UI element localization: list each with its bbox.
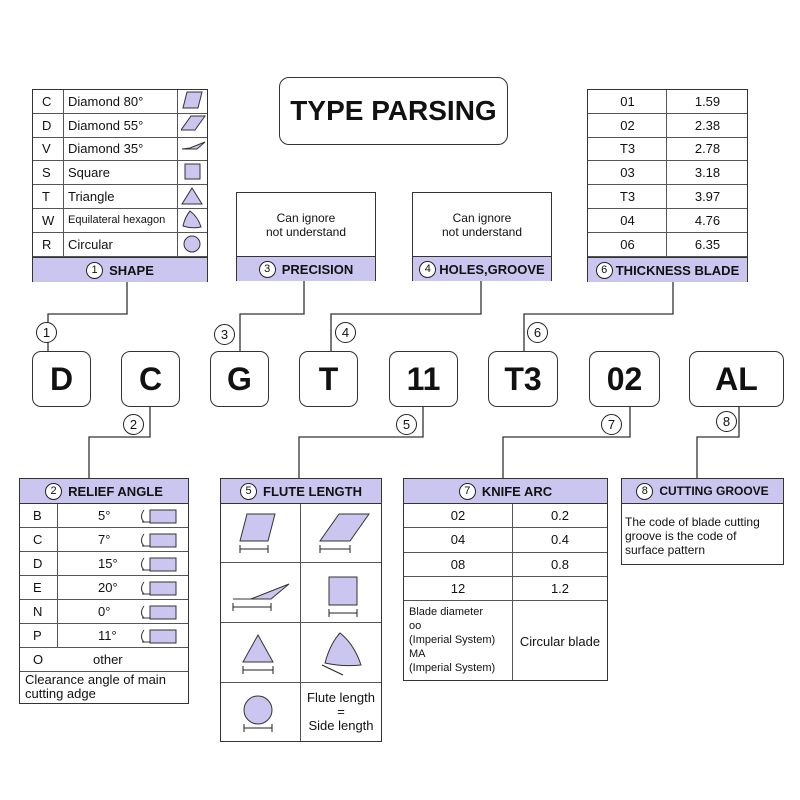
thickness-code: 01 xyxy=(620,93,635,109)
code-box-relief: C xyxy=(121,351,180,407)
marker-6-main: 6 xyxy=(527,322,548,343)
knife-code: 12 xyxy=(450,581,466,597)
relief-value: other xyxy=(93,652,123,667)
relief-angle-icon xyxy=(138,624,178,647)
marker-5: 5 xyxy=(240,483,257,500)
shape-row xyxy=(33,138,207,162)
shape-name: Triangle xyxy=(68,189,115,205)
flute-triangle-icon xyxy=(243,635,273,662)
relief-code: B xyxy=(33,508,42,523)
shape-row xyxy=(33,90,207,114)
relief-code: E xyxy=(33,580,42,595)
square-icon xyxy=(181,161,206,184)
knife-row xyxy=(404,528,607,552)
trigon-icon xyxy=(181,209,206,232)
thickness-value: 1.59 xyxy=(694,93,721,109)
knife-header-label: KNIFE ARC xyxy=(481,483,553,499)
shape-code: S xyxy=(42,165,51,181)
code-box-groove: AL xyxy=(689,351,784,407)
shape-code: D xyxy=(42,117,52,133)
groove-box xyxy=(621,478,784,565)
knife-note-2: oo xyxy=(409,620,422,632)
precision-text-2: not understand xyxy=(265,225,347,239)
knife-value: 0.4 xyxy=(550,532,570,548)
thickness-row xyxy=(588,185,747,209)
holes-header-label: HOLES,GROOVE xyxy=(439,261,545,277)
knife-value: 0.2 xyxy=(550,508,570,524)
relief-header xyxy=(20,479,188,504)
marker-5-main: 5 xyxy=(396,414,417,435)
relief-note-2: cutting adge xyxy=(25,686,96,701)
knife-header xyxy=(404,479,607,504)
triangle-icon xyxy=(181,185,206,208)
relief-note-1: Clearance angle of main xyxy=(25,672,166,687)
thickness-row xyxy=(588,138,747,162)
relief-row xyxy=(20,600,188,624)
knife-row xyxy=(404,504,607,528)
relief-value: 15° xyxy=(98,556,118,571)
marker-2: 2 xyxy=(45,483,62,500)
flute-circle-icon xyxy=(244,696,272,724)
relief-code: C xyxy=(33,532,43,547)
shape-code: W xyxy=(42,212,55,228)
code-box-flute: 11 xyxy=(389,351,458,407)
shape-name: Diamond 55° xyxy=(68,117,144,133)
thickness-value: 3.97 xyxy=(694,189,721,205)
thickness-row xyxy=(588,209,747,233)
groove-header-label: CUTTING GROOVE xyxy=(659,484,769,498)
shape-name: Circular xyxy=(68,236,113,252)
knife-row xyxy=(404,577,607,601)
thickness-row xyxy=(588,90,747,114)
page-title: TYPE PARSING xyxy=(290,95,497,126)
relief-row xyxy=(20,528,188,552)
rhombus-35-icon xyxy=(181,138,206,161)
precision-header-label: PRECISION xyxy=(281,261,354,277)
flute-note-2: = xyxy=(337,704,345,719)
relief-row xyxy=(20,624,188,648)
relief-angle-icon xyxy=(138,504,178,527)
knife-note-5: (Imperial System) xyxy=(409,662,496,674)
thickness-code: 02 xyxy=(620,117,635,133)
marker-1-main: 1 xyxy=(36,322,57,343)
relief-table xyxy=(19,478,189,704)
thickness-value: 6.35 xyxy=(694,236,721,252)
shape-row xyxy=(33,114,207,138)
shape-code: C xyxy=(42,93,52,109)
title-box xyxy=(279,77,508,145)
thickness-value: 2.78 xyxy=(694,141,721,157)
flute-note-1: Flute length xyxy=(307,690,375,705)
holes-box xyxy=(412,192,552,281)
marker-6: 6 xyxy=(596,262,613,279)
code-box-shape: D xyxy=(32,351,91,407)
thickness-value: 3.18 xyxy=(694,165,721,181)
marker-3-main: 3 xyxy=(214,324,235,345)
thickness-header xyxy=(588,257,747,282)
marker-8: 8 xyxy=(636,483,653,500)
relief-row xyxy=(20,576,188,600)
shape-header xyxy=(33,257,207,282)
flute-trigon-icon xyxy=(325,633,361,666)
relief-code: P xyxy=(33,628,42,643)
thickness-row xyxy=(588,233,747,257)
relief-row xyxy=(20,648,188,672)
holes-text-1: Can ignore xyxy=(452,211,512,225)
holes-header xyxy=(413,256,551,281)
shape-row xyxy=(33,233,207,257)
shape-code: R xyxy=(42,236,52,252)
knife-note-value: Circular blade xyxy=(519,633,601,649)
precision-box xyxy=(236,192,376,281)
relief-value: 20° xyxy=(98,580,118,595)
knife-value: 1.2 xyxy=(550,581,570,597)
shape-row xyxy=(33,161,207,185)
flute-rhombus-55-icon xyxy=(320,514,369,541)
thickness-code: 06 xyxy=(620,236,635,252)
relief-code: D xyxy=(33,556,43,571)
flute-rhombus-35-icon xyxy=(233,584,289,599)
knife-table xyxy=(403,478,608,681)
circle-icon xyxy=(181,233,206,256)
thickness-value: 4.76 xyxy=(694,212,721,228)
knife-code: 08 xyxy=(450,556,466,572)
groove-text-2: groove is the code of xyxy=(625,529,737,543)
precision-header xyxy=(237,256,375,281)
relief-angle-icon xyxy=(138,552,178,575)
marker-4-main: 4 xyxy=(335,322,356,343)
shape-table xyxy=(32,89,208,282)
relief-code: N xyxy=(33,604,43,619)
knife-code: 02 xyxy=(450,508,466,524)
flute-square-icon xyxy=(329,577,357,605)
flute-note-3: Side length xyxy=(308,718,374,733)
thickness-value: 2.38 xyxy=(694,117,721,133)
thickness-code: 04 xyxy=(620,212,635,228)
groove-text-3: surface pattern xyxy=(625,543,706,557)
relief-row xyxy=(20,552,188,576)
relief-value: 11° xyxy=(98,628,117,643)
relief-header-label: RELIEF ANGLE xyxy=(68,483,163,499)
marker-7-main: 7 xyxy=(601,414,622,435)
marker-8-main: 8 xyxy=(716,411,737,432)
holes-text-2: not understand xyxy=(441,225,523,239)
thickness-code: T3 xyxy=(619,141,636,157)
code-box-holes: T xyxy=(299,351,358,407)
marker-1: 1 xyxy=(86,262,103,279)
relief-row xyxy=(20,504,188,528)
shape-code: T xyxy=(42,189,50,205)
relief-angle-icon xyxy=(138,576,178,599)
relief-angle-icon xyxy=(138,528,178,551)
thickness-table xyxy=(587,89,748,282)
shape-code: V xyxy=(42,141,51,157)
thickness-code: T3 xyxy=(619,189,636,205)
flute-rhombus-80-icon xyxy=(240,514,275,541)
thickness-header-label: THICKNESS BLADE xyxy=(615,262,740,278)
knife-value: 0.8 xyxy=(550,556,570,572)
relief-value: 5° xyxy=(98,508,111,523)
marker-4: 4 xyxy=(419,261,436,278)
flute-table xyxy=(220,478,382,742)
rhombus-80-icon xyxy=(181,90,206,113)
shape-name: Diamond 35° xyxy=(68,141,144,157)
knife-row xyxy=(404,553,607,577)
code-box-knife: 02 xyxy=(589,351,660,407)
thickness-code: 03 xyxy=(620,165,635,181)
relief-value: 7° xyxy=(98,532,111,547)
precision-text-1: Can ignore xyxy=(276,211,336,225)
shape-name: Equilateral hexagon xyxy=(68,214,166,227)
thickness-row xyxy=(588,114,747,138)
knife-note-3: (Imperial System) xyxy=(409,634,496,646)
knife-note-1: Blade diameter xyxy=(409,606,483,618)
shape-row xyxy=(33,185,207,209)
shape-name: Diamond 80° xyxy=(68,93,144,109)
thickness-row xyxy=(588,161,747,185)
relief-code: O xyxy=(33,652,44,667)
relief-value: 0° xyxy=(98,604,111,619)
code-box-precision: G xyxy=(210,351,269,407)
relief-angle-icon xyxy=(138,600,178,623)
marker-7: 7 xyxy=(459,483,476,500)
knife-note-4: MA xyxy=(409,648,426,660)
rhombus-55-icon xyxy=(181,114,206,137)
code-box-thickness: T3 xyxy=(488,351,558,407)
groove-header xyxy=(622,479,783,504)
shape-name: Square xyxy=(68,165,110,181)
groove-text-1: The code of blade cutting xyxy=(625,515,760,529)
flute-header-label: FLUTE LENGTH xyxy=(263,483,362,499)
knife-code: 04 xyxy=(450,532,466,548)
marker-3: 3 xyxy=(259,261,276,278)
shape-row xyxy=(33,209,207,233)
shape-header-label: SHAPE xyxy=(109,262,154,278)
marker-2-main: 2 xyxy=(123,414,144,435)
